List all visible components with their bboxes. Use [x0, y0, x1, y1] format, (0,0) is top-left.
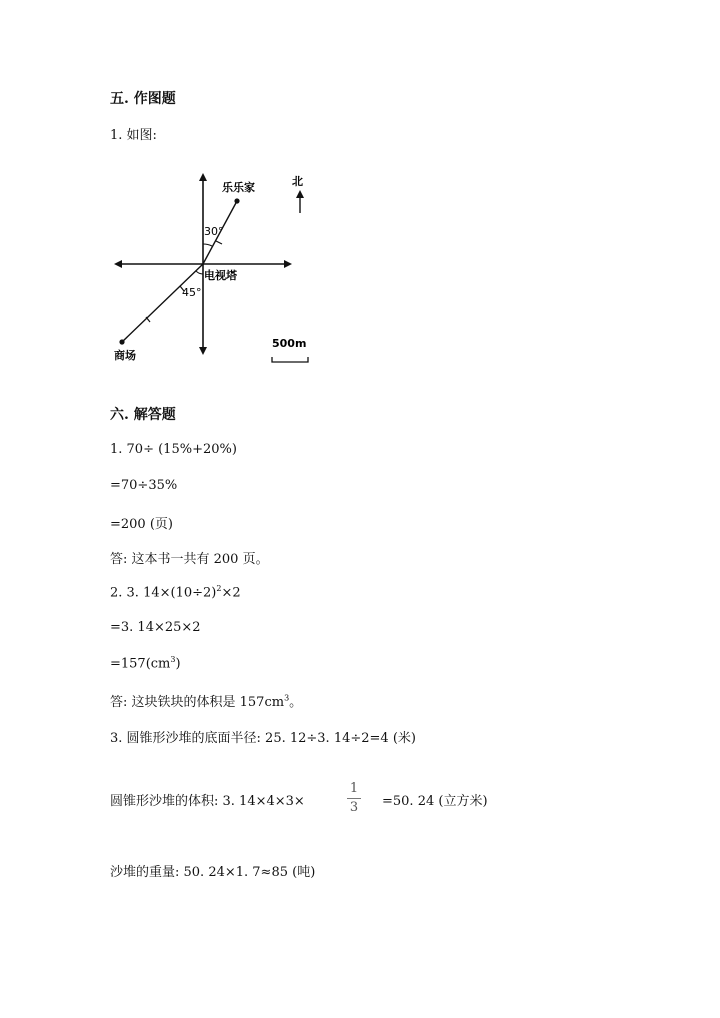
- home-label: 乐乐家: [222, 181, 255, 194]
- west-arrow-icon: [114, 260, 122, 268]
- q3-line-3: 沙堆的重量: 50. 24×1. 7≈85 (吨): [110, 865, 316, 880]
- q2-line-1: 2. 3. $14\times(10\div 2)^2\times 2$: [110, 584, 241, 601]
- mall-point: [119, 339, 124, 344]
- home-point: [234, 198, 239, 203]
- direction-diagram: [100, 165, 340, 375]
- q1-line-1: 1. 70÷ (15%+20%): [110, 442, 237, 457]
- scale-bar: [272, 357, 308, 362]
- north-label: 北: [292, 175, 303, 188]
- q1-answer: 答: 这本书一共有 200 页。: [110, 552, 269, 567]
- east-arrow-icon: [284, 260, 292, 268]
- line-to-mall: [122, 264, 203, 342]
- q2-answer: 答: 这块铁块的体积是 $157cm^3$。: [110, 693, 303, 710]
- q3-line-2-left: 圆锥形沙堆的体积: 3. 14×4×3×: [110, 794, 305, 809]
- angle-arc-30: [203, 244, 212, 246]
- north-arrow-icon: [296, 190, 304, 198]
- q1-line-3: =200 (页): [110, 517, 173, 532]
- mall-label: 商场: [114, 349, 136, 362]
- angle-30-label: 30°: [204, 225, 224, 238]
- section-heading-drawing: 五. 作图题: [110, 91, 176, 107]
- section-heading-solutions: 六. 解答题: [110, 407, 176, 423]
- tower-label: 电视塔: [204, 269, 237, 282]
- question-1-label: 1. 如图:: [110, 128, 157, 143]
- q3-line-2-right: =50. 24 (立方米): [382, 794, 488, 809]
- q3-line-1: 3. 圆锥形沙堆的底面半径: 25. 12÷3. 14÷2=4 (米): [110, 731, 416, 746]
- north-axis-arrow-icon: [199, 173, 207, 181]
- angle-arc-45: [196, 271, 203, 274]
- angle-45-label: 45°: [182, 286, 202, 299]
- fraction-one-third: 1 3: [347, 781, 361, 816]
- south-axis-arrow-icon: [199, 347, 207, 355]
- q2-line-2: =3. 14×25×2: [110, 620, 201, 635]
- scale-label: 500m: [272, 337, 307, 350]
- q1-line-2: =70÷35%: [110, 478, 178, 493]
- q2-line-3: $=157(cm^3)$: [110, 655, 181, 672]
